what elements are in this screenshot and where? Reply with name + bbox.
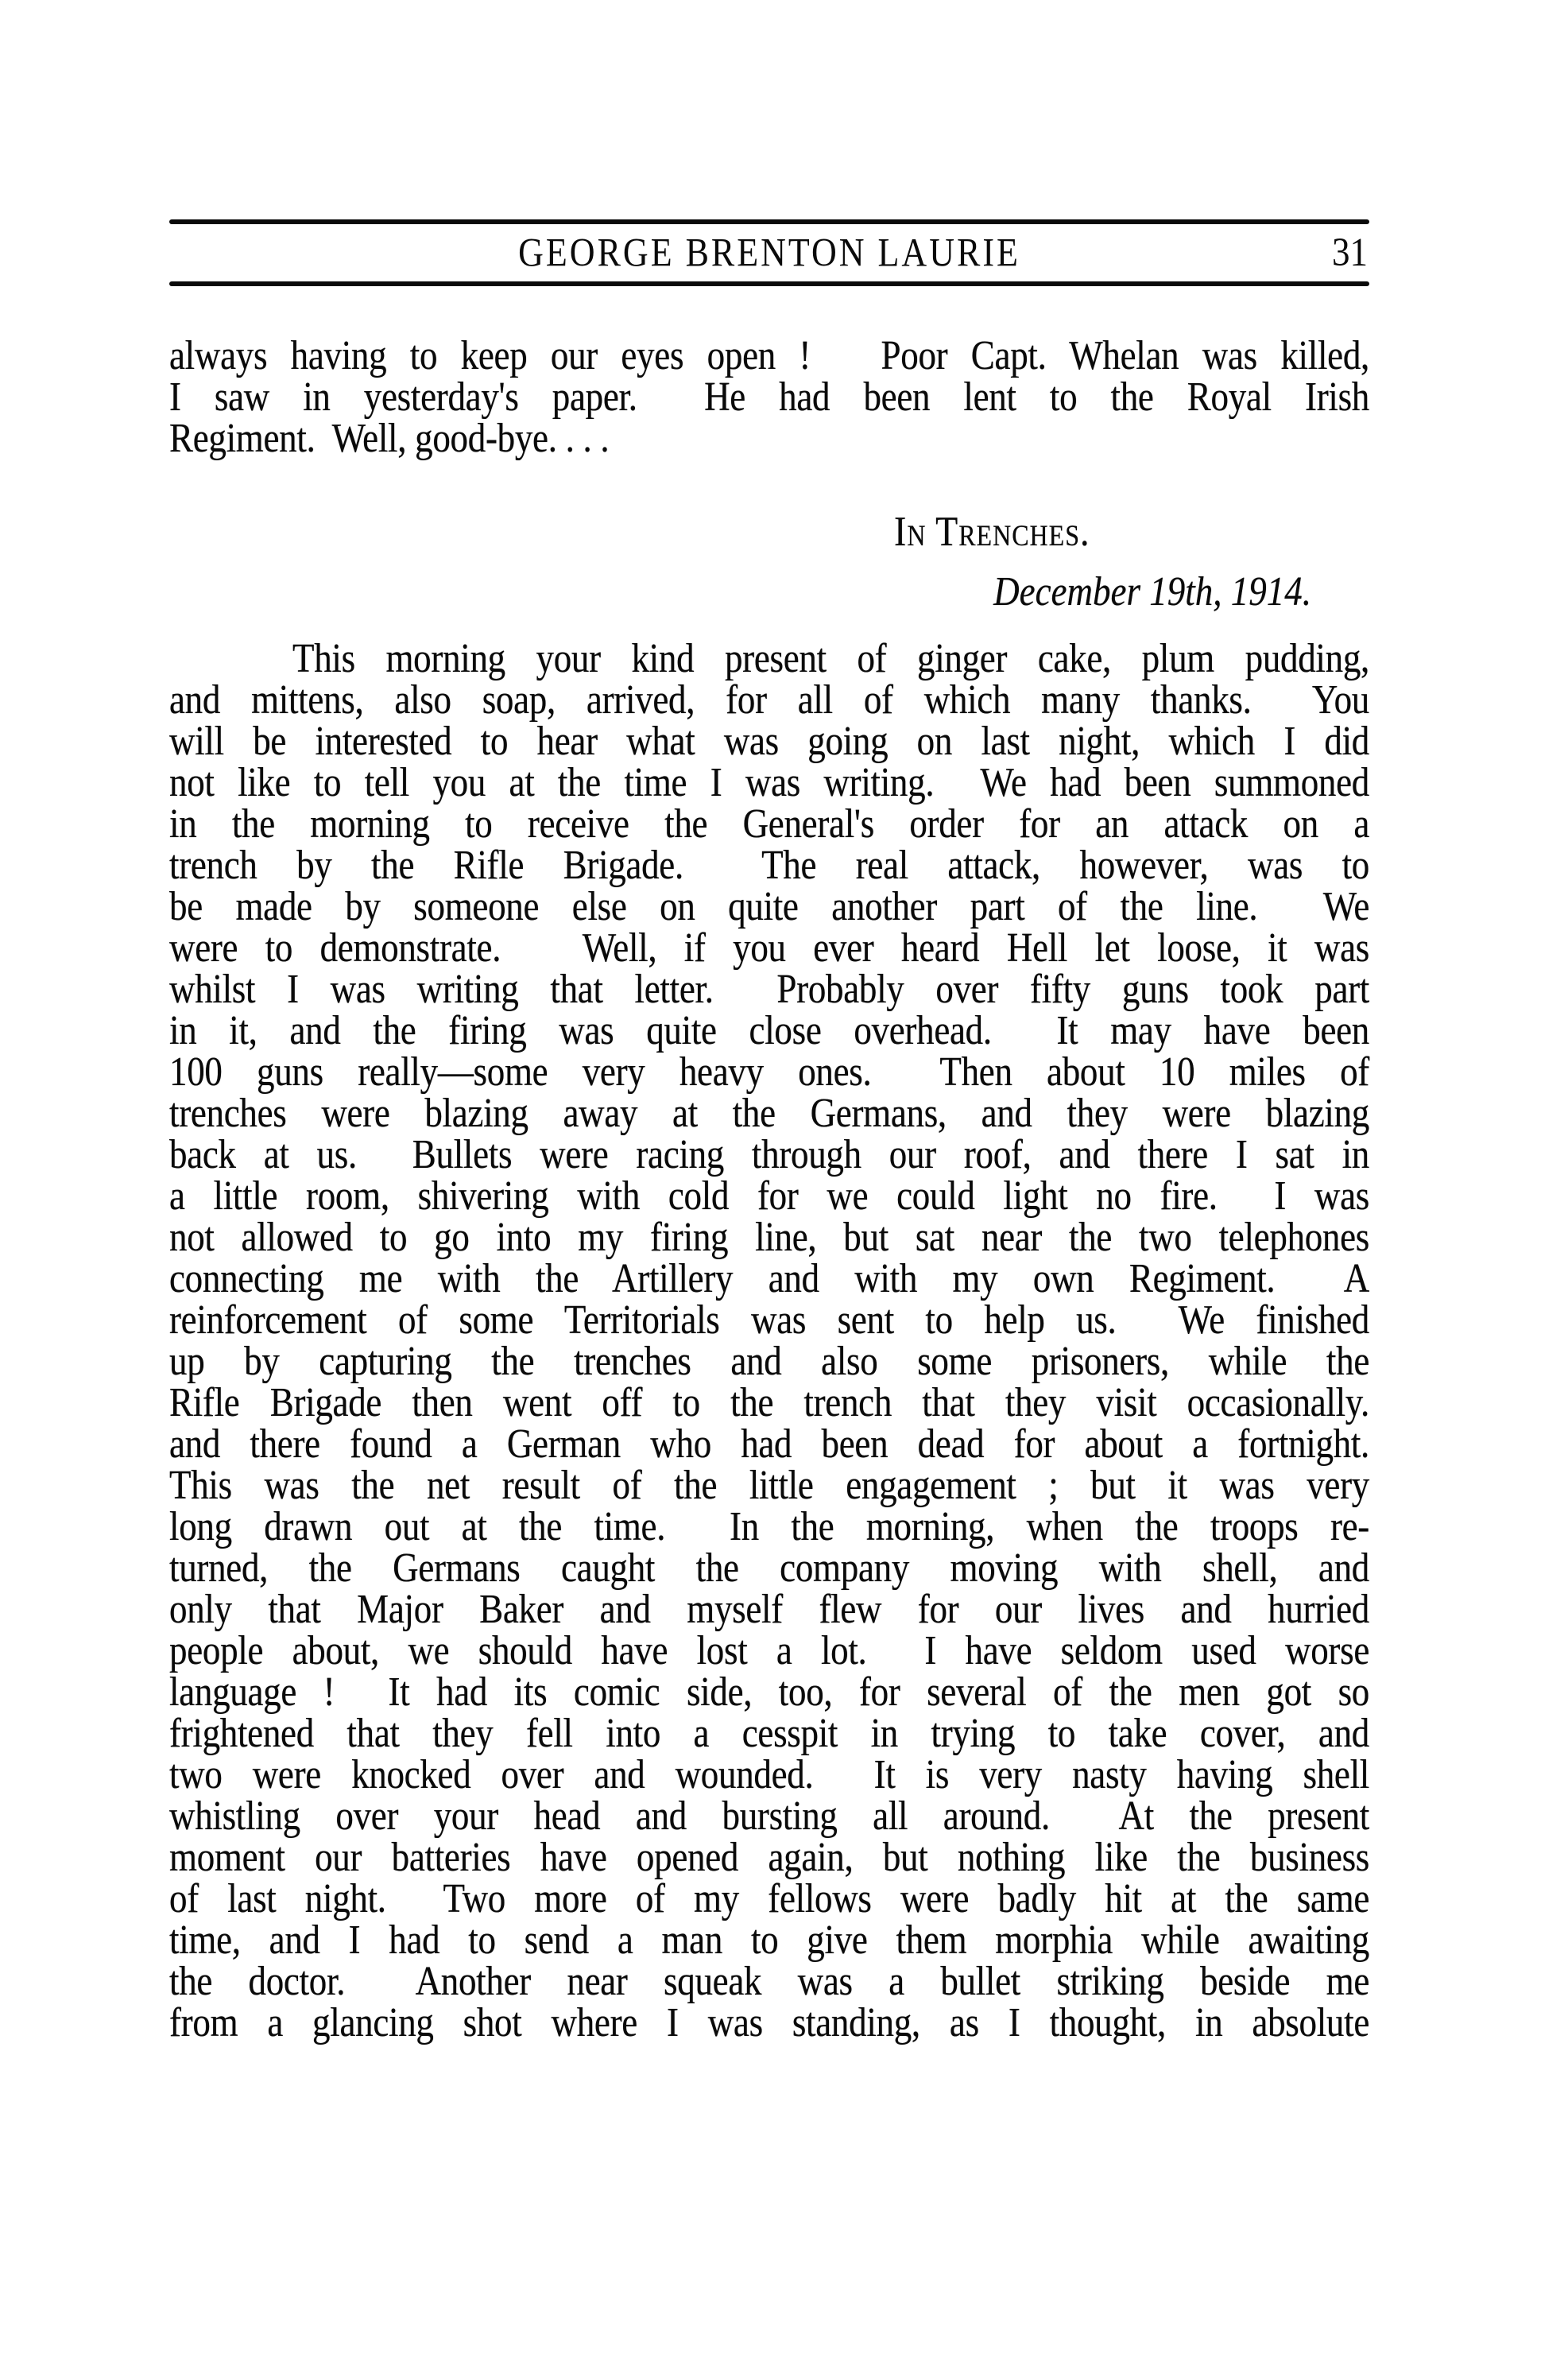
text-line: moment our batteries have opened again, but nothing like the business [169,1833,1369,1880]
text-line: long drawn out at the time. In the morning, when the troops re- [169,1502,1369,1549]
text-line: and there found a German who had been dead for about a fortnight. [169,1420,1369,1467]
header-rule-top [169,219,1369,224]
text-line: a little room, shivering with cold for we could light no fire. I was [169,1172,1369,1219]
text-line: whilst I was writing that letter. Probably over fifty guns took part [169,965,1369,1012]
text-line: from a glancing shot where I was standing, as I thought, in absolute [169,1999,1369,2045]
text-line: trench by the Rifle Brigade. The real attack, however, was to [169,841,1369,888]
text-line: in the morning to receive the General's order for an attack on a [169,800,1369,847]
text-line: This morning your kind present of ginger cake, plum pudding, [292,634,1369,681]
text-line: Rifle Brigade then went off to the trench that they visit occasionally. [169,1378,1369,1425]
text-line: not allowed to go into my firing line, but sat near the two telephones [169,1213,1369,1260]
text-line: not like to tell you at the time I was writing. We had been summoned [169,758,1369,805]
text-line: of last night. Two more of my fellows were badly hit at the same [169,1875,1369,1921]
text-line: will be interested to hear what was going on last night, which I did [169,717,1369,764]
text-line: connecting me with the Artillery and with my own Regiment. A [169,1254,1369,1301]
letter-body-paragraph [169,634,1369,2045]
text-line: This was the net result of the little engagement ; but it was very [169,1461,1369,1508]
text-line: the doctor. Another near squeak was a bullet striking beside me [169,1957,1369,2004]
header-rule-bottom [169,281,1369,286]
text-line: in it, and the firing was quite close overhead. It may have been [169,1006,1369,1053]
running-header-title: GEORGE BRENTON LAURIE [518,229,1020,275]
text-line: turned, the Germans caught the company moving with shell, and [169,1544,1369,1591]
text-line: time, and I had to send a man to give them morphia while awaiting [169,1916,1369,1963]
text-line: whistling over your head and bursting all around. At the present [169,1792,1369,1839]
text-line: trenches were blazing away at the Germans, and they were blazing [169,1089,1369,1136]
text-line: 100 guns really—some very heavy ones. Then about 10 miles of [169,1048,1369,1095]
text-line: were to demonstrate. Well, if you ever heard Hell let loose, it was [169,924,1369,971]
text-line: always having to keep our eyes open ! Poor Capt. Whelan was killed, [169,332,1369,378]
text-line: frightened that they fell into a cesspit in trying to take cover, and [169,1709,1369,1756]
section-heading: In Trenches. [894,507,1090,555]
intro-paragraph [169,332,1369,461]
text-line: only that Major Baker and myself flew for our lives and hurried [169,1585,1369,1632]
text-line: back at us. Bullets were racing through our roof, and there I sat in [169,1130,1369,1177]
text-line: and mittens, also soap, arrived, for all of which many thanks. You [169,676,1369,723]
text-line: Regiment. Well, good-bye. . . . [169,414,610,461]
text-line: language ! It had its comic side, too, for several of the men got so [169,1668,1369,1715]
dateline: December 19th, 1914. [993,568,1311,615]
page-number: 31 [1332,230,1368,275]
text-line: people about, we should have lost a lot. I have seldom used worse [169,1627,1369,1673]
content-column [169,0,1369,2369]
text-line: be made by someone else on quite another part of the line. We [169,882,1369,929]
text-line: two were knocked over and wounded. It is very nasty having shell [169,1751,1369,1797]
text-line: up by capturing the trenches and also some prisoners, while the [169,1337,1369,1384]
running-header [169,226,1369,281]
text-line: I saw in yesterday's paper. He had been lent to the Royal Irish [169,373,1369,420]
text-line: reinforcement of some Territorials was sent to help us. We finished [169,1296,1369,1343]
